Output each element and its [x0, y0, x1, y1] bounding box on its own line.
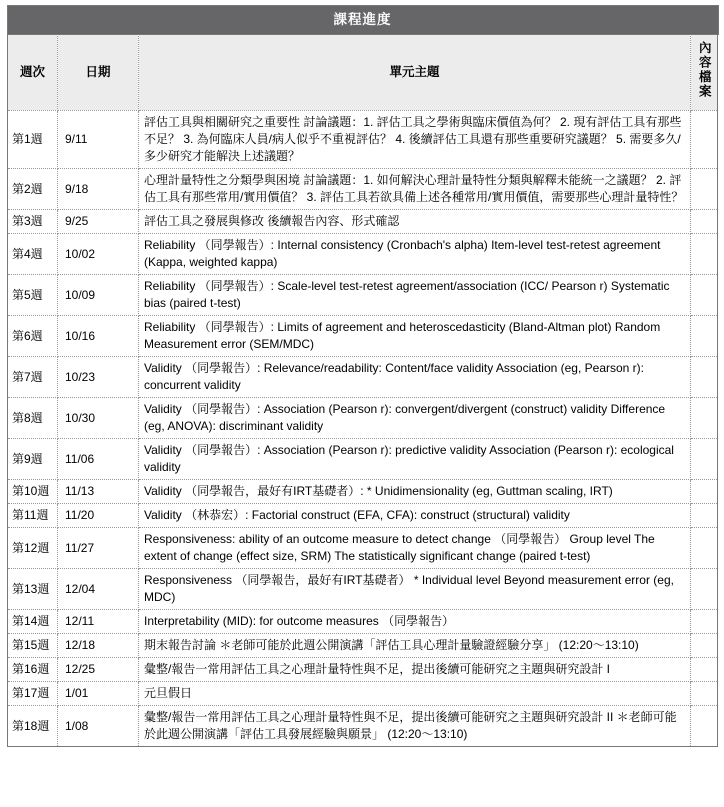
files-cell	[691, 357, 718, 398]
date-cell: 12/11	[58, 610, 139, 634]
date-cell: 12/18	[58, 634, 139, 658]
files-cell	[691, 706, 718, 747]
table-row	[8, 610, 718, 634]
files-cell	[691, 234, 718, 275]
column-header-files-label: 內容檔案	[697, 40, 712, 99]
topic-cell: Reliability （同學報告）: Limits of agreement and heteroscedasticity (Bland-Altman plot) Random Measurement error (SEM/MDC)	[139, 316, 691, 357]
topic-cell: Responsiveness: ability of an outcome measure to detect change （同學報告） Group level The extent of change (effect size, SRM) The statistically significant change (paired t-test)	[139, 528, 691, 569]
week-cell: 第10週	[8, 480, 58, 504]
files-cell	[691, 610, 718, 634]
week-cell: 第15週	[8, 634, 58, 658]
topic-cell: 元旦假日	[139, 682, 691, 706]
files-cell	[691, 398, 718, 439]
date-cell: 10/09	[58, 275, 139, 316]
topic-cell: Interpretability (MID): for outcome measures （同學報告）	[139, 610, 691, 634]
topic-cell: Validity （林恭宏）: Factorial construct (EFA, CFA): construct (structural) validity	[139, 504, 691, 528]
files-cell	[691, 169, 718, 210]
week-cell: 第18週	[8, 706, 58, 747]
files-cell	[691, 569, 718, 610]
week-cell: 第5週	[8, 275, 58, 316]
table-row	[8, 504, 718, 528]
files-cell	[691, 275, 718, 316]
week-cell: 第7週	[8, 357, 58, 398]
week-cell: 第1週	[8, 111, 58, 169]
column-header-week: 週次	[8, 34, 58, 111]
date-cell: 11/27	[58, 528, 139, 569]
topic-cell: 評估工具與相關研究之重要性 討論議題：1. 評估工具之學術與臨床價值為何？ 2. 現有評估工具有那些不足？ 3. 為何臨床人員/病人似乎不重視評估？ 4. 後續評估工具還有那些重要研究議題？ 5. 需要多久/多少研究才能解決上述議題？	[139, 111, 691, 169]
week-cell: 第14週	[8, 610, 58, 634]
date-cell: 11/13	[58, 480, 139, 504]
table-row	[8, 528, 718, 569]
table-row	[8, 439, 718, 480]
topic-cell: 心理計量特性之分類學與困境 討論議題：1. 如何解決心理計量特性分類與解釋未能統一之議題？ 2. 評估工具有那些常用/實用價值？ 3. 評估工具若欲具備上述各種常用/實用價值，需要那些心理計量特性？	[139, 169, 691, 210]
topic-cell: Validity （同學報告）: Association (Pearson r): predictive validity Association (Pearson r): ecological validity	[139, 439, 691, 480]
files-cell	[691, 316, 718, 357]
files-cell	[691, 658, 718, 682]
table-title: 課程進度	[8, 6, 718, 34]
files-cell	[691, 480, 718, 504]
table-row	[8, 234, 718, 275]
table-row	[8, 169, 718, 210]
table-row	[8, 398, 718, 439]
topic-cell: 彙整/報告一常用評估工具之心理計量特性與不足，提出後續可能研究之主題與研究設計 I	[139, 658, 691, 682]
date-cell: 10/16	[58, 316, 139, 357]
topic-cell: Validity （同學報告）: Association (Pearson r): convergent/divergent (construct) validity Difference (eg, ANOVA): discriminant validity	[139, 398, 691, 439]
date-cell: 12/25	[58, 658, 139, 682]
table-title-row	[8, 6, 718, 34]
column-header-files	[691, 34, 718, 111]
date-cell: 12/04	[58, 569, 139, 610]
table-row	[8, 658, 718, 682]
table-row	[8, 275, 718, 316]
date-cell: 10/30	[58, 398, 139, 439]
course-schedule-table	[7, 5, 718, 747]
column-header-date: 日期	[58, 34, 139, 111]
date-cell: 10/23	[58, 357, 139, 398]
table-row	[8, 316, 718, 357]
date-cell: 9/18	[58, 169, 139, 210]
table-row	[8, 210, 718, 234]
date-cell: 10/02	[58, 234, 139, 275]
date-cell: 11/06	[58, 439, 139, 480]
week-cell: 第8週	[8, 398, 58, 439]
topic-cell: Reliability （同學報告）: Scale-level test-retest agreement/association (ICC/ Pearson r) Systematic bias (paired t-test)	[139, 275, 691, 316]
week-cell: 第11週	[8, 504, 58, 528]
table-header-row	[8, 34, 718, 111]
table-row	[8, 706, 718, 747]
table-row	[8, 357, 718, 398]
date-cell: 11/20	[58, 504, 139, 528]
date-cell: 9/11	[58, 111, 139, 169]
files-cell	[691, 111, 718, 169]
topic-cell: Validity （同學報告）: Relevance/readability: Content/face validity Association (eg, Pearson r): concurrent validity	[139, 357, 691, 398]
topic-cell: 期末報告討論 ＊老師可能於此週公開演講「評估工具心理計量驗證經驗分享」 (12:20～13:10)	[139, 634, 691, 658]
week-cell: 第3週	[8, 210, 58, 234]
files-cell	[691, 439, 718, 480]
table-row	[8, 480, 718, 504]
week-cell: 第6週	[8, 316, 58, 357]
week-cell: 第16週	[8, 658, 58, 682]
files-cell	[691, 210, 718, 234]
date-cell: 1/01	[58, 682, 139, 706]
week-cell: 第17週	[8, 682, 58, 706]
week-cell: 第13週	[8, 569, 58, 610]
topic-cell: 彙整/報告一常用評估工具之心理計量特性與不足，提出後續可能研究之主題與研究設計 II ＊老師可能於此週公開演講「評估工具發展經驗與願景」 (12:20～13:10)	[139, 706, 691, 747]
table-row	[8, 569, 718, 610]
files-cell	[691, 634, 718, 658]
files-cell	[691, 528, 718, 569]
table-row	[8, 634, 718, 658]
files-cell	[691, 504, 718, 528]
topic-cell: Validity （同學報告，最好有IRT基礎者）: * Unidimensionality (eg, Guttman scaling, IRT)	[139, 480, 691, 504]
week-cell: 第2週	[8, 169, 58, 210]
week-cell: 第9週	[8, 439, 58, 480]
topic-cell: 評估工具之發展與修改 後續報告內容、形式確認	[139, 210, 691, 234]
week-cell: 第12週	[8, 528, 58, 569]
column-header-topic: 單元主題	[139, 34, 691, 111]
date-cell: 9/25	[58, 210, 139, 234]
date-cell: 1/08	[58, 706, 139, 747]
table-row	[8, 682, 718, 706]
files-cell	[691, 682, 718, 706]
table-row	[8, 111, 718, 169]
topic-cell: Responsiveness （同學報告，最好有IRT基礎者） * Individual level Beyond measurement error (eg, MDC)	[139, 569, 691, 610]
week-cell: 第4週	[8, 234, 58, 275]
topic-cell: Reliability （同學報告）: Internal consistency (Cronbach's alpha) Item-level test-retest agreement (Kappa, weighted kappa)	[139, 234, 691, 275]
